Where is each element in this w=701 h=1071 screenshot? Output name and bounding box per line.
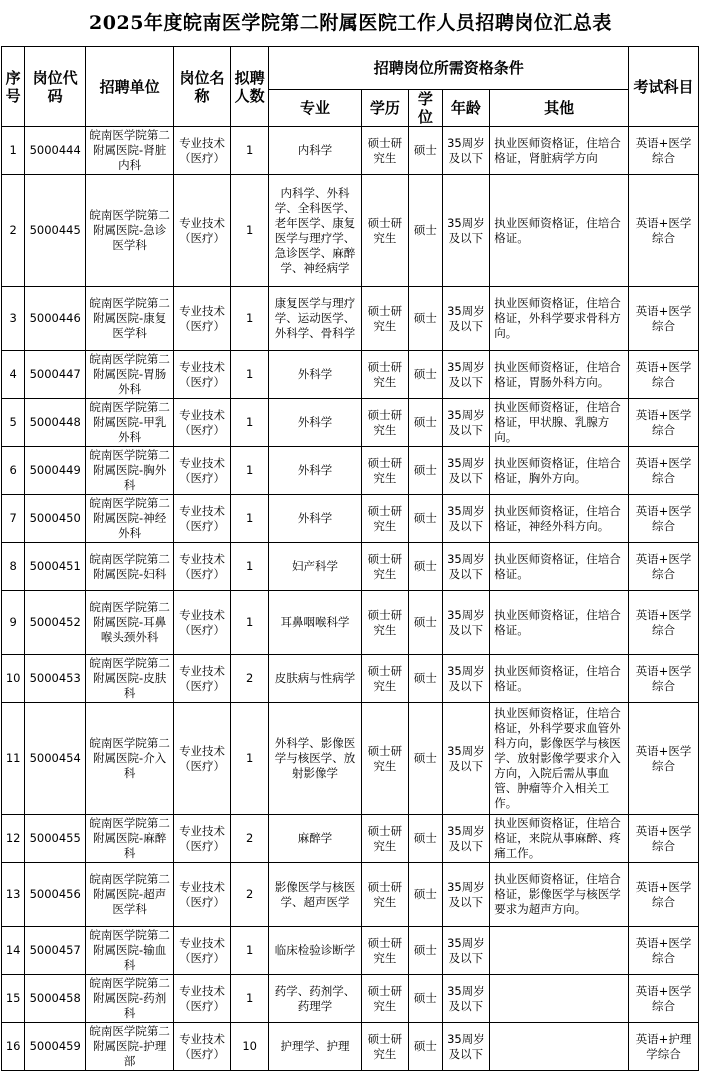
table-row	[2, 863, 699, 927]
cell-degree: 硕士	[409, 863, 442, 927]
cell-exam: 英语+医学综合	[629, 543, 699, 591]
cell-code: 5000452	[25, 591, 86, 655]
cell-education: 硕士研究生	[361, 127, 409, 175]
cell-unit: 皖南医学院第二附属医院-康复医学科	[86, 287, 174, 351]
cell-post: 专业技术（医疗）	[174, 287, 231, 351]
cell-age: 35周岁及以下	[442, 287, 490, 351]
cell-post: 专业技术（医疗）	[174, 655, 231, 703]
cell-age: 35周岁及以下	[442, 655, 490, 703]
cell-code: 5000458	[25, 975, 86, 1023]
cell-seq: 16	[2, 1023, 25, 1071]
cell-code: 5000459	[25, 1023, 86, 1071]
cell-education: 硕士研究生	[361, 815, 409, 863]
cell-post: 专业技术（医疗）	[174, 447, 231, 495]
cell-age: 35周岁及以下	[442, 543, 490, 591]
table-row	[2, 447, 699, 495]
cell-count: 2	[230, 863, 268, 927]
cell-education: 硕士研究生	[361, 495, 409, 543]
table-row	[2, 703, 699, 815]
cell-education: 硕士研究生	[361, 175, 409, 287]
cell-unit: 皖南医学院第二附属医院-神经外科	[86, 495, 174, 543]
cell-unit: 皖南医学院第二附属医院-耳鼻喉头颈外科	[86, 591, 174, 655]
cell-count: 1	[230, 591, 268, 655]
cell-seq: 8	[2, 543, 25, 591]
cell-post: 专业技术（医疗）	[174, 351, 231, 399]
cell-major: 药学、药剂学、药理学	[269, 975, 361, 1023]
page-title: 2025年度皖南医学院第二附属医院工作人员招聘岗位汇总表	[89, 12, 612, 34]
cell-major: 影像医学与核医学、超声医学	[269, 863, 361, 927]
cell-code: 5000449	[25, 447, 86, 495]
table-row	[2, 655, 699, 703]
cell-degree: 硕士	[409, 447, 442, 495]
cell-major: 外科学	[269, 351, 361, 399]
cell-seq: 9	[2, 591, 25, 655]
cell-major: 护理学、护理	[269, 1023, 361, 1071]
cell-count: 2	[230, 655, 268, 703]
header-post-name: 岗位名称	[174, 47, 231, 127]
cell-unit: 皖南医学院第二附属医院-药剂科	[86, 975, 174, 1023]
cell-education: 硕士研究生	[361, 399, 409, 447]
cell-count: 1	[230, 175, 268, 287]
cell-count: 1	[230, 399, 268, 447]
cell-count: 1	[230, 703, 268, 815]
cell-count: 1	[230, 287, 268, 351]
header-count: 拟聘人数	[230, 47, 268, 127]
cell-degree: 硕士	[409, 127, 442, 175]
cell-seq: 4	[2, 351, 25, 399]
cell-education: 硕士研究生	[361, 287, 409, 351]
cell-unit: 皖南医学院第二附属医院-妇科	[86, 543, 174, 591]
cell-major: 临床检验诊断学	[269, 927, 361, 975]
cell-seq: 3	[2, 287, 25, 351]
cell-education: 硕士研究生	[361, 975, 409, 1023]
cell-post: 专业技术（医疗）	[174, 1023, 231, 1071]
cell-other: 执业医师资格证，住培合格证。	[490, 175, 629, 287]
cell-post: 专业技术（医疗）	[174, 175, 231, 287]
cell-education: 硕士研究生	[361, 1023, 409, 1071]
cell-code: 5000444	[25, 127, 86, 175]
cell-code: 5000451	[25, 543, 86, 591]
cell-exam: 英语+医学综合	[629, 495, 699, 543]
cell-major: 内科学、外科学、全科医学、老年医学、康复医学与理疗学、急诊医学、麻醉学、神经病学	[269, 175, 361, 287]
cell-degree: 硕士	[409, 287, 442, 351]
table-row	[2, 975, 699, 1023]
cell-seq: 7	[2, 495, 25, 543]
cell-major: 外科学	[269, 399, 361, 447]
header-exam: 考试科目	[629, 47, 699, 127]
cell-major: 皮肤病与性病学	[269, 655, 361, 703]
cell-other: 执业医师资格证，住培合格证，来院从事麻醉、疼痛工作。	[490, 815, 629, 863]
cell-other: 执业医师资格证，住培合格证。	[490, 655, 629, 703]
cell-count: 10	[230, 1023, 268, 1071]
cell-seq: 10	[2, 655, 25, 703]
cell-code: 5000447	[25, 351, 86, 399]
cell-code: 5000454	[25, 703, 86, 815]
header-seq: 序号	[2, 47, 25, 127]
cell-education: 硕士研究生	[361, 543, 409, 591]
cell-post: 专业技术（医疗）	[174, 703, 231, 815]
cell-seq: 13	[2, 863, 25, 927]
table-row	[2, 351, 699, 399]
cell-major: 外科学	[269, 495, 361, 543]
cell-other: 执业医师资格证，住培合格证，外科学要求血管外科方向，影像医学与核医学、放射影像学要求介入方向，入院后需从事血管、肿瘤等介入相关工作。	[490, 703, 629, 815]
cell-degree: 硕士	[409, 927, 442, 975]
table-row	[2, 127, 699, 175]
cell-exam: 英语+医学综合	[629, 591, 699, 655]
cell-degree: 硕士	[409, 975, 442, 1023]
table-row	[2, 927, 699, 975]
cell-exam: 英语+医学综合	[629, 703, 699, 815]
cell-code: 5000445	[25, 175, 86, 287]
recruitment-table	[1, 46, 699, 1071]
cell-unit: 皖南医学院第二附属医院-胸外科	[86, 447, 174, 495]
cell-major: 外科学	[269, 447, 361, 495]
cell-unit: 皖南医学院第二附属医院-介入科	[86, 703, 174, 815]
cell-age: 35周岁及以下	[442, 127, 490, 175]
cell-exam: 英语+护理学综合	[629, 1023, 699, 1071]
cell-other: 执业医师资格证，住培合格证，肾脏病学方向	[490, 127, 629, 175]
cell-exam: 英语+医学综合	[629, 447, 699, 495]
cell-major: 康复医学与理疗学、运动医学、外科学、骨科学	[269, 287, 361, 351]
cell-code: 5000446	[25, 287, 86, 351]
cell-unit: 皖南医学院第二附属医院-输血科	[86, 927, 174, 975]
cell-count: 2	[230, 815, 268, 863]
cell-other: 执业医师资格证，住培合格证，胃肠外科方向。	[490, 351, 629, 399]
table-row	[2, 1023, 699, 1071]
table-row	[2, 543, 699, 591]
cell-unit: 皖南医学院第二附属医院-肾脏内科	[86, 127, 174, 175]
cell-age: 35周岁及以下	[442, 175, 490, 287]
cell-age: 35周岁及以下	[442, 495, 490, 543]
cell-exam: 英语+医学综合	[629, 127, 699, 175]
cell-age: 35周岁及以下	[442, 447, 490, 495]
cell-exam: 英语+医学综合	[629, 399, 699, 447]
cell-major: 耳鼻咽喉科学	[269, 591, 361, 655]
table-row	[2, 495, 699, 543]
cell-degree: 硕士	[409, 399, 442, 447]
cell-age: 35周岁及以下	[442, 1023, 490, 1071]
cell-post: 专业技术（医疗）	[174, 495, 231, 543]
cell-post: 专业技术（医疗）	[174, 863, 231, 927]
cell-age: 35周岁及以下	[442, 703, 490, 815]
cell-seq: 11	[2, 703, 25, 815]
cell-other	[490, 927, 629, 975]
cell-age: 35周岁及以下	[442, 591, 490, 655]
cell-major: 内科学	[269, 127, 361, 175]
cell-age: 35周岁及以下	[442, 863, 490, 927]
header-degree: 学位	[409, 90, 442, 127]
header-code: 岗位代码	[25, 47, 86, 127]
cell-exam: 英语+医学综合	[629, 863, 699, 927]
table-row	[2, 591, 699, 655]
cell-code: 5000450	[25, 495, 86, 543]
cell-unit: 皖南医学院第二附属医院-甲乳外科	[86, 399, 174, 447]
cell-post: 专业技术（医疗）	[174, 543, 231, 591]
cell-age: 35周岁及以下	[442, 975, 490, 1023]
cell-post: 专业技术（医疗）	[174, 975, 231, 1023]
cell-post: 专业技术（医疗）	[174, 815, 231, 863]
cell-unit: 皖南医学院第二附属医院-皮肤科	[86, 655, 174, 703]
table-row	[2, 815, 699, 863]
cell-unit: 皖南医学院第二附属医院-麻醉科	[86, 815, 174, 863]
cell-degree: 硕士	[409, 543, 442, 591]
cell-major: 妇产科学	[269, 543, 361, 591]
cell-education: 硕士研究生	[361, 703, 409, 815]
cell-other: 执业医师资格证，住培合格证，甲状腺、乳腺方向。	[490, 399, 629, 447]
cell-count: 1	[230, 495, 268, 543]
cell-exam: 英语+医学综合	[629, 655, 699, 703]
header-unit: 招聘单位	[86, 47, 174, 127]
cell-exam: 英语+医学综合	[629, 927, 699, 975]
table-row	[2, 287, 699, 351]
cell-post: 专业技术（医疗）	[174, 127, 231, 175]
header-major: 专业	[269, 90, 361, 127]
cell-other	[490, 1023, 629, 1071]
cell-seq: 12	[2, 815, 25, 863]
cell-exam: 英语+医学综合	[629, 287, 699, 351]
cell-education: 硕士研究生	[361, 591, 409, 655]
cell-seq: 14	[2, 927, 25, 975]
cell-post: 专业技术（医疗）	[174, 927, 231, 975]
cell-degree: 硕士	[409, 655, 442, 703]
cell-unit: 皖南医学院第二附属医院-急诊医学科	[86, 175, 174, 287]
cell-code: 5000448	[25, 399, 86, 447]
cell-post: 专业技术（医疗）	[174, 399, 231, 447]
cell-unit: 皖南医学院第二附属医院-胃肠外科	[86, 351, 174, 399]
cell-other: 执业医师资格证，住培合格证。	[490, 591, 629, 655]
header-age: 年龄	[442, 90, 490, 127]
cell-other: 执业医师资格证，住培合格证，外科学要求骨科方向。	[490, 287, 629, 351]
header-requirements: 招聘岗位所需资格条件	[269, 47, 629, 90]
cell-degree: 硕士	[409, 495, 442, 543]
cell-major: 麻醉学	[269, 815, 361, 863]
cell-count: 1	[230, 975, 268, 1023]
cell-age: 35周岁及以下	[442, 815, 490, 863]
cell-count: 1	[230, 127, 268, 175]
cell-exam: 英语+医学综合	[629, 175, 699, 287]
cell-seq: 2	[2, 175, 25, 287]
cell-code: 5000456	[25, 863, 86, 927]
cell-major: 外科学、影像医学与核医学、放射影像学	[269, 703, 361, 815]
cell-count: 1	[230, 351, 268, 399]
cell-age: 35周岁及以下	[442, 927, 490, 975]
cell-degree: 硕士	[409, 1023, 442, 1071]
cell-education: 硕士研究生	[361, 447, 409, 495]
cell-exam: 英语+医学综合	[629, 351, 699, 399]
cell-education: 硕士研究生	[361, 927, 409, 975]
header-education: 学历	[361, 90, 409, 127]
cell-other: 执业医师资格证，住培合格证，胸外方向。	[490, 447, 629, 495]
cell-exam: 英语+医学综合	[629, 975, 699, 1023]
cell-degree: 硕士	[409, 175, 442, 287]
cell-degree: 硕士	[409, 815, 442, 863]
cell-degree: 硕士	[409, 591, 442, 655]
cell-education: 硕士研究生	[361, 655, 409, 703]
cell-code: 5000457	[25, 927, 86, 975]
cell-count: 1	[230, 543, 268, 591]
cell-age: 35周岁及以下	[442, 399, 490, 447]
cell-degree: 硕士	[409, 703, 442, 815]
table-row	[2, 175, 699, 287]
cell-education: 硕士研究生	[361, 863, 409, 927]
cell-education: 硕士研究生	[361, 351, 409, 399]
cell-degree: 硕士	[409, 351, 442, 399]
cell-unit: 皖南医学院第二附属医院-超声医学科	[86, 863, 174, 927]
cell-unit: 皖南医学院第二附属医院-护理部	[86, 1023, 174, 1071]
cell-code: 5000455	[25, 815, 86, 863]
cell-seq: 1	[2, 127, 25, 175]
cell-seq: 6	[2, 447, 25, 495]
cell-post: 专业技术（医疗）	[174, 591, 231, 655]
cell-seq: 5	[2, 399, 25, 447]
cell-other	[490, 975, 629, 1023]
table-row	[2, 399, 699, 447]
header-other: 其他	[490, 90, 629, 127]
cell-count: 1	[230, 927, 268, 975]
cell-other: 执业医师资格证，住培合格证。	[490, 543, 629, 591]
cell-seq: 15	[2, 975, 25, 1023]
cell-age: 35周岁及以下	[442, 351, 490, 399]
cell-code: 5000453	[25, 655, 86, 703]
cell-count: 1	[230, 447, 268, 495]
cell-other: 执业医师资格证，住培合格证，影像医学与核医学要求为超声方向。	[490, 863, 629, 927]
cell-other: 执业医师资格证，住培合格证，神经外科方向。	[490, 495, 629, 543]
cell-exam: 英语+医学综合	[629, 815, 699, 863]
